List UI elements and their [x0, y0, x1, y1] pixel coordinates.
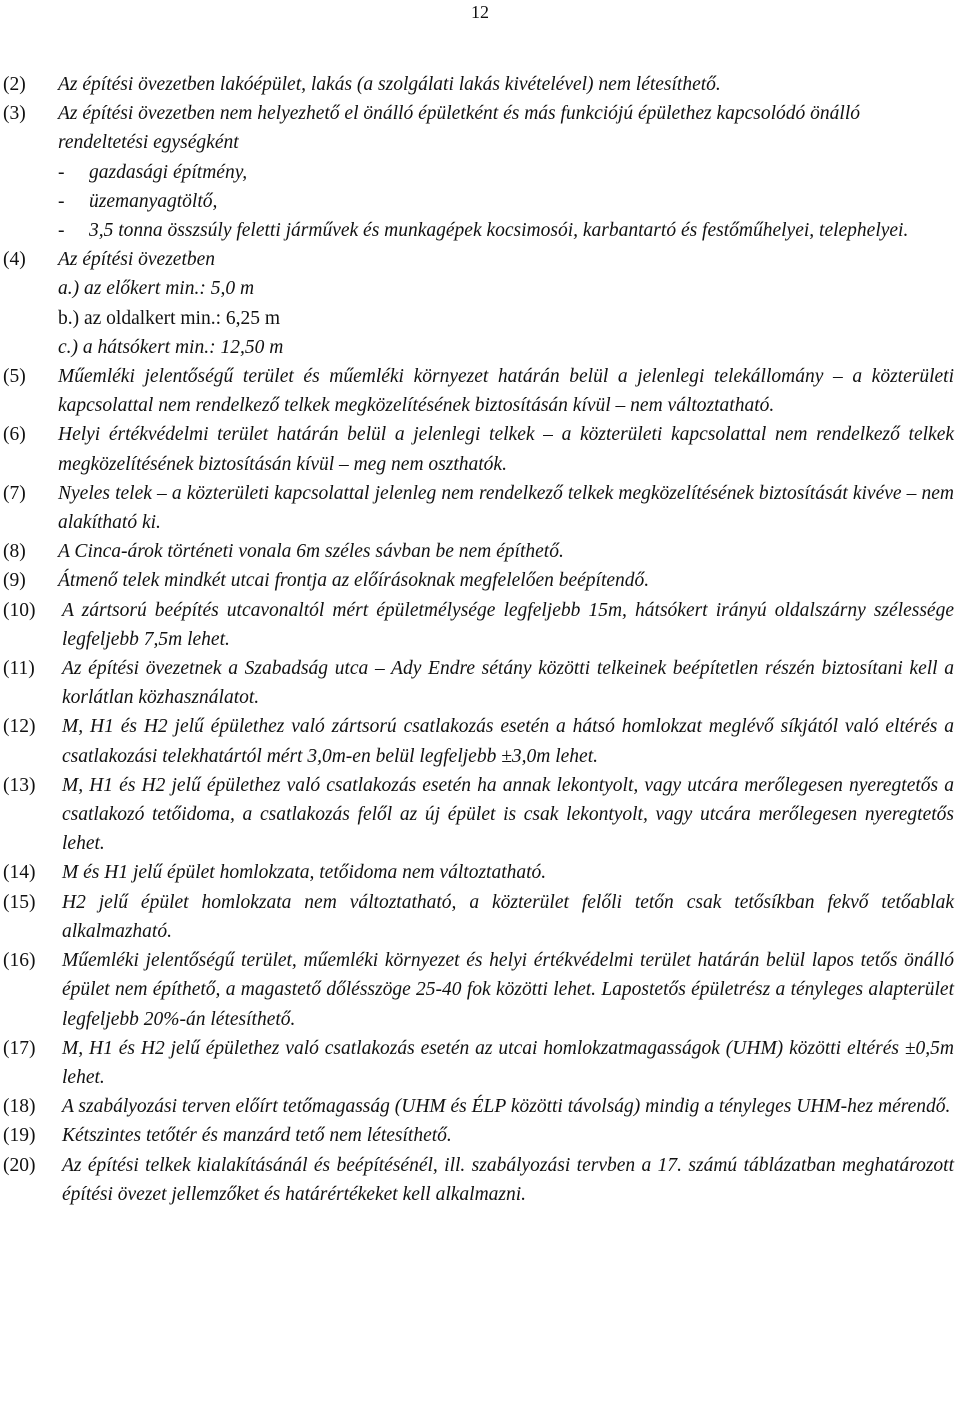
paragraph-text: Az építési telkek kialakításánál és beépítésénél, ill. szabályozási tervben a 17. számú táblázatban meghatározott építési övezet jellemzőket és határértékeket kell alkalmazni.	[62, 1154, 954, 1205]
paragraph-number: (6)	[3, 424, 26, 446]
paragraph-13	[0, 771, 960, 859]
paragraph-number: (13)	[3, 774, 36, 796]
paragraph-17	[0, 1034, 960, 1092]
setback-side: b.) az oldalkert min.: 6,25 m	[58, 307, 281, 329]
paragraph-text: Műemléki jelentőségű terület, műemléki környezet és helyi értékvédelmi terület határán belül lapos tetős önálló épület nem építhető, a magastető dőlésszöge 25-40 fok közötti lehet. Lapostetős épületrész a tényleges alapterület legfeljebb 20%-án létesíthető.	[62, 950, 954, 1030]
paragraph-number: (11)	[3, 658, 35, 680]
page-number: 12	[471, 2, 489, 22]
paragraph-number: (18)	[3, 1096, 36, 1118]
paragraph-text: Az építési övezetnek a Szabadság utca – Ady Endre sétány közötti telkeinek beépítetlen részén biztosítani kell a korlátlan közhasználatot.	[62, 658, 954, 709]
paragraph-20	[0, 1151, 960, 1209]
paragraph-14	[0, 858, 960, 887]
paragraph-text: A Cinca-árok történeti vonala 6m széles sávban be nem építhető.	[58, 541, 564, 563]
paragraph-16	[0, 946, 960, 1034]
paragraph-text: Az építési övezetben	[58, 249, 216, 271]
dash-list	[58, 158, 954, 246]
paragraph-number: (3)	[3, 103, 26, 125]
paragraph-5	[0, 362, 960, 420]
paragraph-text: M, H1 és H2 jelű épülethez való csatlakozás esetén ha annak lekontyolt, vagy utcára merőlegesen nyeregtetős a csatlakozó tetőidoma, a csatlakozás felől az új épület is csak lekontyolt, vagy utcára merőlegesen nyeregtetős lehet.	[62, 774, 954, 855]
paragraph-number: (16)	[3, 950, 36, 972]
paragraph-text: Műemléki jelentőségű terület és műemléki környezet határán belül a jelenlegi telekállomány – a közterületi kapcsolattal nem rendelkező telkek megközelítésének biztosításán kívül – nem változtatható.	[58, 366, 954, 417]
paragraph-text: Kétszintes tetőtér és manzárd tető nem létesíthető.	[62, 1125, 452, 1147]
paragraph-number: (2)	[3, 74, 26, 95]
paragraph-number: (20)	[3, 1154, 36, 1176]
paragraph-number: (7)	[3, 482, 26, 504]
document-body	[0, 70, 960, 1209]
paragraph-text: Helyi értékvédelmi terület határán belül a jelenlegi telkek – a közterületi kapcsolattal nem rendelkező telkek megközelítésének biztosításán kívül – meg nem oszthatók.	[58, 424, 954, 475]
paragraph-number: (4)	[3, 249, 26, 271]
paragraph-15	[0, 888, 960, 946]
paragraph-7	[0, 479, 960, 537]
paragraph-text: A szabályozási terven előírt tetőmagasság (UHM és ÉLP közötti távolság) mindig a tényleges UHM-hez mérendő.	[62, 1096, 951, 1118]
setback-front: a.) az előkert min.: 5,0 m	[58, 278, 255, 300]
list-item: - 3,5 tonna összsúly feletti járművek és munkagépek kocsimosói, karbantartó és festőműhelyei, telephelyei.	[58, 216, 954, 245]
paragraph-18	[0, 1092, 960, 1121]
paragraph-number: (9)	[3, 570, 26, 592]
paragraph-number: (14)	[3, 862, 36, 884]
paragraph-text: Nyeles telek – a közterületi kapcsolattal jelenleg nem rendelkező telkek megközelítésének biztosítását kivéve – nem alakítható ki.	[58, 482, 954, 534]
list-marker: -	[58, 190, 65, 212]
paragraph-number: (10)	[3, 599, 36, 621]
list-item: - gazdasági építmény,	[58, 158, 954, 187]
paragraph-number: (8)	[3, 541, 26, 563]
paragraph-text: Az építési övezetben lakóépület, lakás (a szolgálati lakás kivételével) nem létesíthető.	[58, 74, 721, 95]
list-marker: -	[58, 220, 65, 242]
paragraph-11	[0, 654, 960, 712]
paragraph-text: A zártsorú beépítés utcavonaltól mért épületmélysége legfeljebb 15m, hátsókert irányú oldalszárny szélessége legfeljebb 7,5m lehet.	[62, 599, 954, 650]
paragraph-6	[0, 420, 960, 478]
setback-rear: c.) a hátsókert min.: 12,50 m	[58, 336, 284, 358]
paragraph-number: (12)	[3, 716, 36, 738]
paragraph-number: (5)	[3, 366, 26, 388]
paragraph-text: Átmenő telek mindkét utcai frontja az előírásoknak megfelelően beépítendő.	[58, 570, 650, 592]
paragraph-text: M és H1 jelű épület homlokzata, tetőidoma nem változtatható.	[62, 862, 547, 884]
paragraph-2	[0, 70, 960, 99]
paragraph-text: M, H1 és H2 jelű épülethez való zártsorú csatlakozás esetén a hátsó homlokzat meglévő síkjától való eltérés a csatlakozási telekhatártól mért 3,0m-en belül legfeljebb ±3,0m lehet.	[62, 716, 954, 767]
paragraph-text: M, H1 és H2 jelű épülethez való csatlakozás esetén az utcai homlokzatmagasságok (UHM) közötti eltérés ±0,5m lehet.	[62, 1037, 954, 1088]
list-marker: -	[58, 161, 65, 183]
paragraph-number: (15)	[3, 891, 36, 913]
list-item: - üzemanyagtöltő,	[58, 187, 954, 216]
paragraph-8	[0, 537, 960, 566]
paragraph-text: H2 jelű épület homlokzata nem változtatható, a közterület felőli tetőn csak tetősíkban fekvő tetőablak alkalmazható.	[62, 891, 954, 942]
paragraph-10	[0, 596, 960, 654]
paragraph-19	[0, 1121, 960, 1150]
paragraph-12	[0, 712, 960, 770]
paragraph-9	[0, 566, 960, 595]
paragraph-3	[0, 99, 960, 245]
paragraph-text: Az építési övezetben nem helyezhető el önálló épületként és más funkciójú épülethez kapcsolódó önálló rendeltetési egységként	[58, 103, 860, 154]
paragraph-4	[0, 245, 960, 362]
paragraph-number: (17)	[3, 1037, 36, 1059]
paragraph-number: (19)	[3, 1125, 36, 1147]
